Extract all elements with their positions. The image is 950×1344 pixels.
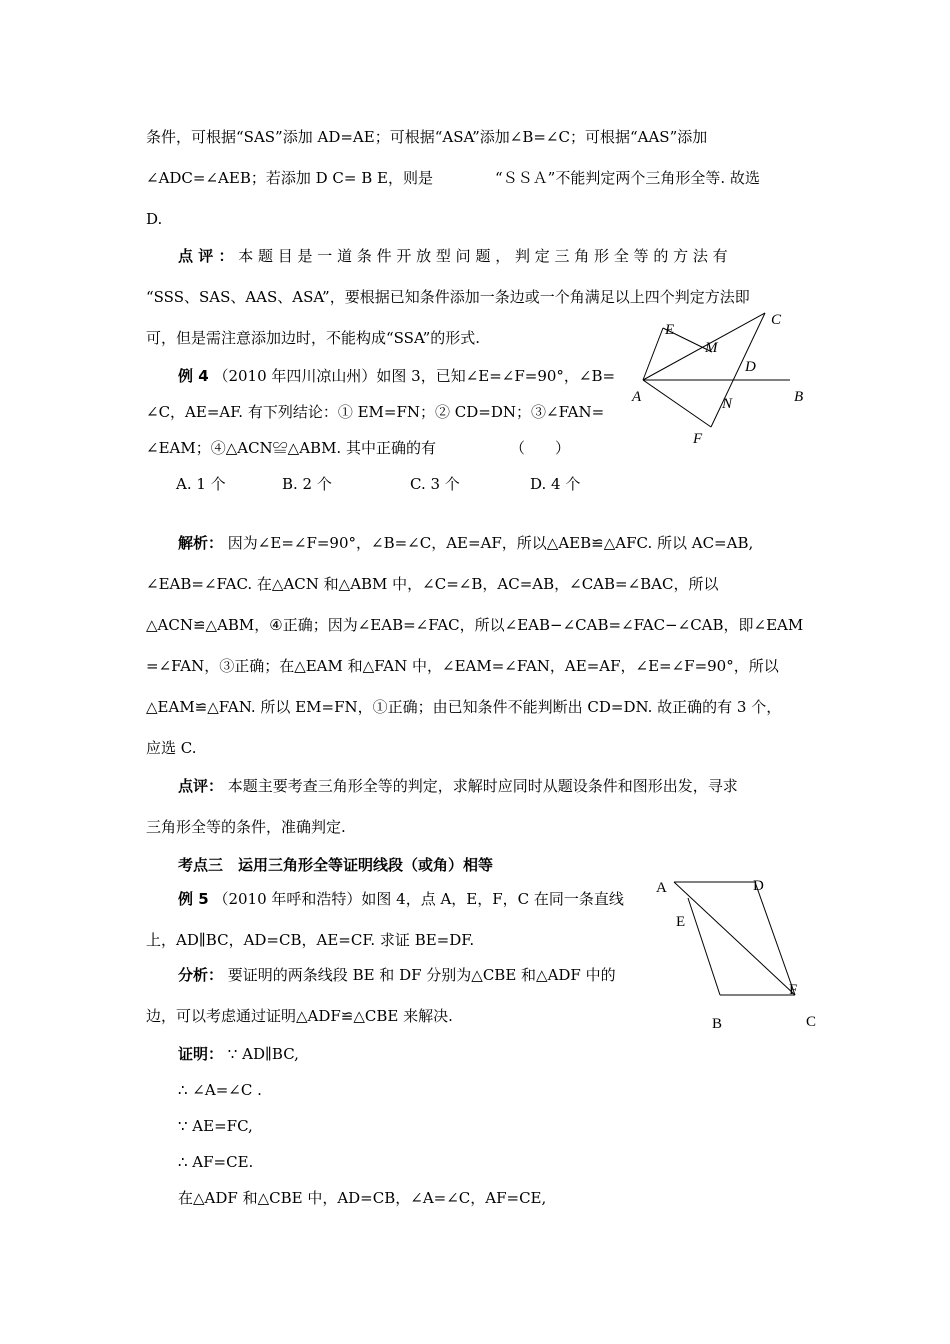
label-F: F bbox=[789, 982, 798, 998]
example-line: ∠C，AE=AF. 有下列结论：① EM=FN；② CD=DN；③∠FAN= bbox=[146, 403, 605, 421]
comment-line: “SSS、SAS、AAS、ASA”，要根据已知条件添加一条边或一个角满足以上四个判定方法即 bbox=[146, 288, 750, 306]
analysis-line: 解析： 因为∠E=∠F=90°，∠B=∠C，AE=AF，所以△AEB≌△AFC. 所以 AC=AB, bbox=[178, 534, 754, 552]
analysis-label: 分析： bbox=[178, 966, 224, 984]
analysis-line: 应选 C. bbox=[146, 739, 197, 757]
text-line: “ＳＳＡ”不能判定两个三角形全等. 故选 bbox=[495, 169, 760, 187]
analysis-label: 解析： bbox=[178, 534, 224, 552]
proof-line: ∵ AE=FC, bbox=[178, 1117, 253, 1135]
text-line: ∠ADC=∠AEB；若添加 D C= B E，则是 bbox=[146, 169, 433, 187]
analysis-line: ∠EAB=∠FAC. 在△ACN 和△ABM 中，∠C=∠B，AC=AB，∠CAB=∠BAC，所以 bbox=[146, 575, 719, 593]
analysis-line: =∠FAN，③正确；在△EAM 和△FAN 中，∠EAM=∠FAN，AE=AF，∠E=∠F=90°，所以 bbox=[146, 657, 779, 675]
label-C: C bbox=[806, 1014, 817, 1030]
figure-4 bbox=[650, 870, 830, 1040]
analysis-line: △EAM≌△FAN. 所以 EM=FN，①正确；由已知条件不能判断出 CD=DN. 故正确的有 3 个， bbox=[146, 698, 782, 716]
label-D: D bbox=[753, 878, 764, 894]
answer-blank: （ ） bbox=[510, 439, 571, 457]
label-M: M bbox=[705, 340, 718, 356]
example-line: 上，AD∥BC，AD=CB，AE=CF. 求证 BE=DF. bbox=[146, 931, 475, 949]
comment-line: 点评： 本题主要考查三角形全等的判定，求解时应同时从题设条件和图形出发，寻求 bbox=[178, 777, 738, 795]
analysis-line: 分析： 要证明的两条线段 BE 和 DF 分别为△CBE 和△ADF 中的 bbox=[178, 966, 616, 984]
label-B: B bbox=[712, 1016, 723, 1032]
section-heading: 考点三 运用三角形全等证明线段（或角）相等 bbox=[178, 856, 494, 874]
label-F: F bbox=[693, 431, 703, 447]
label-E: E bbox=[676, 914, 686, 930]
option-d: D. 4 个 bbox=[530, 475, 581, 493]
analysis-line: △ACN≌△ABM，④正确；因为∠EAB=∠FAC，所以∠EAB−∠CAB=∠FAC−∠CAB，即∠EAM bbox=[146, 616, 804, 634]
label-A: A bbox=[656, 880, 667, 896]
comment-line: 三角形全等的条件，准确判定. bbox=[146, 818, 346, 836]
comment-label: 点评： bbox=[178, 777, 224, 795]
proof-line: 证明： ∵ AD∥BC, bbox=[178, 1045, 299, 1063]
proof-line: 在△ADF 和△CBE 中，AD=CB，∠A=∠C，AF=CE, bbox=[178, 1189, 547, 1207]
comment-line: 可，但是需注意添加边时，不能构成“SSA”的形式. bbox=[146, 329, 481, 347]
option-b: B. 2 个 bbox=[282, 475, 332, 493]
example-line: 例 4 （2010 年四川凉山州）如图 3，已知∠E=∠F=90°，∠B= bbox=[178, 367, 616, 385]
comment-label: 点 评 ： bbox=[178, 247, 234, 265]
label-D: D bbox=[745, 359, 756, 375]
proof-line: ∴ ∠A=∠C . bbox=[178, 1081, 262, 1099]
comment-line: 点 评 ： 本 题 目 是 一 道 条 件 开 放 型 问 题 ， 判 定 三 角 形 全 等 的 方 法 有 bbox=[178, 247, 728, 265]
label-N: N bbox=[722, 396, 733, 412]
option-c: C. 3 个 bbox=[410, 475, 460, 493]
example-label: 例 5 bbox=[178, 890, 209, 908]
proof-line: ∴ AF=CE. bbox=[178, 1153, 254, 1171]
text-line: D. bbox=[146, 210, 163, 228]
label-E: E bbox=[665, 322, 675, 338]
label-C: C bbox=[771, 312, 782, 328]
label-B: B bbox=[794, 389, 804, 405]
example-label: 例 4 bbox=[178, 367, 209, 385]
example-line: 例 5 （2010 年呼和浩特）如图 4，点 A，E，F，C 在同一条直线 bbox=[178, 890, 624, 908]
example-line: ∠EAM；④△ACN≌△ABM. 其中正确的有 bbox=[146, 439, 436, 457]
analysis-line: 边，可以考虑通过证明△ADF≌△CBE 来解决. bbox=[146, 1007, 453, 1025]
label-A: A bbox=[632, 389, 642, 405]
proof-label: 证明： bbox=[178, 1045, 224, 1063]
option-a: A. 1 个 bbox=[176, 475, 226, 493]
figure-3 bbox=[620, 300, 820, 460]
text-line: 条件，可根据“SAS”添加 AD=AE；可根据“ASA”添加∠B=∠C；可根据“AAS”添加 bbox=[146, 128, 708, 146]
